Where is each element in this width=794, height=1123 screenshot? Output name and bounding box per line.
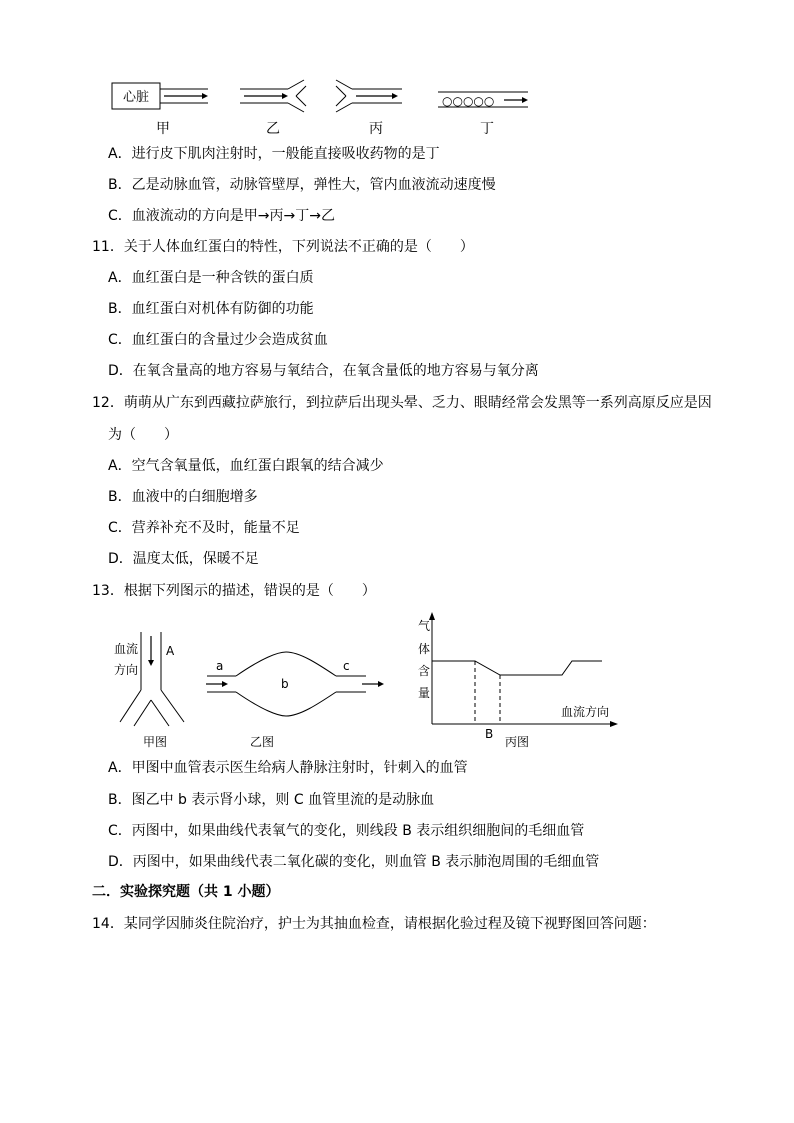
svg-text:血流: 血流 — [114, 642, 139, 656]
q12-stem-line1: 12．萌萌从广东到西藏拉萨旅行，到拉萨后出现头晕、乏力、眼睛经常会发黑等一系列高原反应是因 — [92, 395, 712, 411]
q13-option-c: C．丙图中，如果曲线代表氧气的变化，则线段 B 表示组织细胞间的毛细血管 — [108, 823, 585, 839]
blood-vessel-figure — [0, 0, 794, 140]
label-jia: 甲 — [156, 121, 170, 137]
q10-option-c: C．血液流动的方向是甲→丙→丁→乙 — [108, 208, 335, 224]
q13-figures — [0, 600, 794, 752]
fig-bing-curve — [432, 661, 602, 675]
q12-stem-line2: 为（ ） — [108, 427, 178, 443]
svg-text:a: a — [216, 659, 224, 673]
capillary-cells: ○○○○○ — [442, 94, 495, 108]
fig-bing-caption: 丙图 — [504, 735, 530, 749]
fig-jia — [114, 632, 184, 749]
section-heading: 二．实验探究题（共 1 小题） — [92, 884, 280, 900]
label-yi: 乙 — [266, 121, 280, 137]
svg-text:含: 含 — [418, 664, 431, 678]
svg-text:气: 气 — [418, 619, 431, 633]
fig-jia-caption: 甲图 — [142, 735, 168, 749]
label-ding: 丁 — [480, 121, 494, 137]
svg-text:血流方向: 血流方向 — [561, 705, 610, 719]
q10-option-b: B．乙是动脉血管，动脉管壁厚，弹性大，管内血液流动速度慢 — [108, 177, 496, 193]
q11-option-d: D．在氧含量高的地方容易与氧结合，在氧含量低的地方容易与氧分离 — [108, 363, 539, 379]
svg-text:体: 体 — [418, 642, 431, 656]
fig-yi — [206, 652, 384, 749]
q12-option-a: A．空气含氧量低，血红蛋白跟氧的结合减少 — [108, 458, 384, 474]
q13-option-b: B．图乙中 b 表示肾小球，则 C 血管里流的是动脉血 — [108, 792, 435, 808]
q11-option-a: A．血红蛋白是一种含铁的蛋白质 — [108, 270, 314, 286]
fig-jia-letter: A — [166, 644, 175, 658]
q13-option-a: A．甲图中血管表示医生给病人静脉注射时，针刺入的血管 — [108, 760, 468, 776]
q12-option-b: B．血液中的白细胞增多 — [108, 489, 258, 505]
q12-option-c: C．营养补充不及时，能量不足 — [108, 520, 300, 536]
q13-option-d: D．丙图中，如果曲线代表二氧化碳的变化，则血管 B 表示肺泡周围的毛细血管 — [108, 854, 600, 870]
q13-stem: 13．根据下列图示的描述，错误的是（ ） — [92, 583, 376, 599]
svg-text:c: c — [343, 659, 350, 673]
q12-option-d: D．温度太低，保暖不足 — [108, 551, 259, 567]
q11-option-b: B．血红蛋白对机体有防御的功能 — [108, 301, 314, 317]
fig-yi-caption: 乙图 — [249, 735, 275, 749]
label-bing: 丙 — [369, 121, 383, 137]
q14-stem: 14．某同学因肺炎住院治疗，护士为其抽血检查，请根据化验过程及镜下视野图回答问题： — [92, 916, 656, 932]
q10-option-a: A．进行皮下肌肉注射时，一般能直接吸收药物的是丁 — [108, 146, 440, 162]
q11-option-c: C．血红蛋白的含量过少会造成贫血 — [108, 332, 328, 348]
svg-text:量: 量 — [418, 686, 431, 700]
svg-text:b: b — [281, 677, 289, 691]
svg-text:B: B — [485, 727, 494, 741]
svg-text:方向: 方向 — [114, 663, 139, 677]
fig-bing — [418, 612, 618, 749]
heart-label: 心脏 — [122, 90, 150, 105]
q11-stem: 11．关于人体血红蛋白的特性，下列说法不正确的是（ ） — [92, 239, 474, 255]
